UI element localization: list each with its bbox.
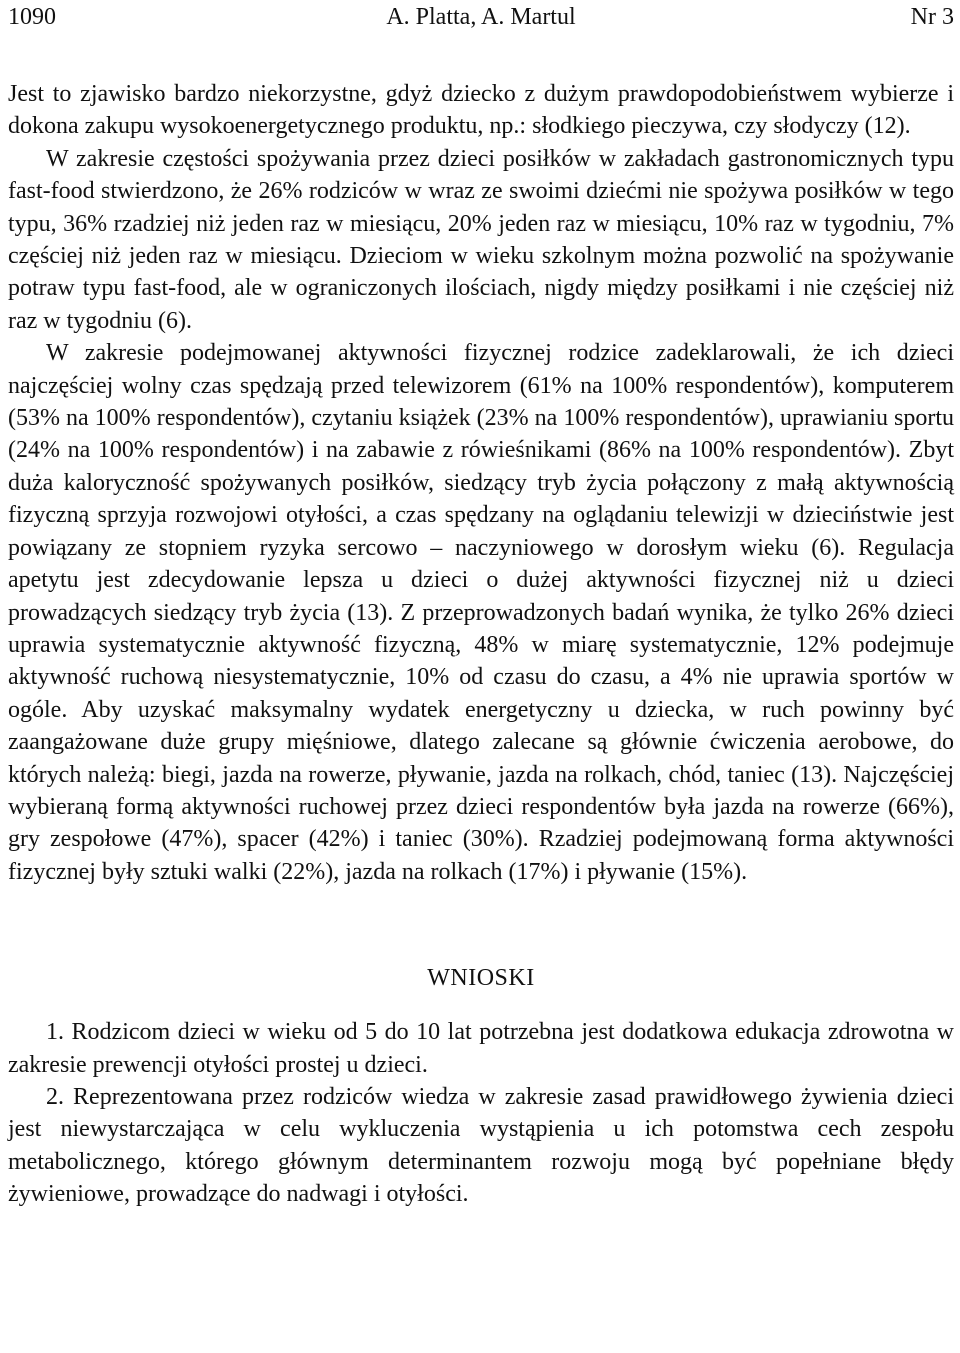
paragraph: W zakresie częstości spożywania przez dzieci posiłków w zakładach gastronomicznych typu fast-food stwierdzono, że 26% rodziców w wraz ze swoimi dziećmi nie spożywa posiłków w tego typu, 36% rzadziej niż jeden raz w miesiącu, 20% jeden raz w miesiącu, 10% raz w tygodniu, 7% częściej niż jeden raz w miesiącu. Dzieciom w wieku szkolnym można pozwolić na spożywanie potraw typu fast-food, ale w ograniczonych ilościach, nigdy między posiłkami i nie częściej niż raz w tygodniu (6). [8,145,954,334]
paragraph: Jest to zjawisko bardzo niekorzystne, gdyż dziecko z dużym prawdopodobieństwem wybierze i dokona zakupu wysokoenergetycznego produktu, np.: słodkiego pieczywa, czy słodyczy (12). [8,81,954,140]
paragraph: W zakresie podejmowanej aktywności fizycznej rodzice zadeklarowali, że ich dzieci najczęściej wolny czas spędzają przed telewizorem (61% na 100% respondentów), komputerem (53% na 100% respondentów), czytaniu książek (23% na 100% respondentów), uprawianiu sportu (24% na 100% respondentów) i na zabawie z rówieśnikami (86% na 100% respondentów). Zbyt duża kaloryczność spożywanych posiłków, siedzący tryb życia połączony z małą aktywnością fizyczną sprzyja rozwojowi otyłości, a czas spędzany na oglądaniu telewizji w dzieciństwie jest powiązany ze stopniem ryzyka sercowo – naczyniowego w dorosłym wieku (6). Regulacja apetytu jest zdecydowanie lepsza u dzieci o dużej aktywności fizycznej niż u dzieci prowadzących siedzący tryb życia (13). Z przeprowadzonych badań wynika, że tylko 26% dzieci uprawia systematycznie aktywność fizyczną, 48% w miarę systematycznie, 12% podejmuje aktywność ruchową niesystematycznie, 10% od czasu do czasu, a 4% nie uprawia sportów w ogóle. Aby uzyskać maksymalny wydatek energetyczny u dziecka, w ruch powinny być zaangażowane duże grupy mięśniowe, dlatego zalecane są głównie ćwiczenia aerobowe, do których należą: biegi, jazda na rowerze, pływanie, jazda na rolkach, chód, taniec (13). Najczęściej wybieraną formą aktywności ruchowej przez dzieci respondentów była jazda na rowerze (66%), gry zespołowe (47%), spacer (42%) i taniec (30%). Rzadziej podejmowaną forma aktywności fizycznej były sztuki walki (22%), jazda na rolkach (17%) i pływanie (15%). [8,340,954,885]
section-heading: WNIOSKI [427,965,535,992]
body-text [8,78,954,888]
conclusion-item: 1. Rodzicom dzieci w wieku od 5 do 10 lat potrzebna jest dodatkowa edukacja zdrowotna w zakresie prewencji otyłości prostej u dzieci. [8,1019,954,1078]
issue-number: Nr 3 [910,4,954,30]
running-header [8,0,954,34]
conclusion-item: 2. Reprezentowana przez rodziców wiedza w zakresie zasad prawidłowego żywienia dzieci jest niewystarczająca w celu wykluczenia wystąpienia u ich potomstwa cech zespołu metabolicznego, którego głównym determinantem rozwoju mogą być popełniane błędy żywieniowe, prowadzące do nadwagi i otyłości. [8,1083,954,1208]
running-header-authors: A. Platta, A. Martul [386,4,576,30]
page-number: 1090 [8,4,56,30]
document-page [8,0,954,1211]
conclusions-list [8,1016,954,1210]
